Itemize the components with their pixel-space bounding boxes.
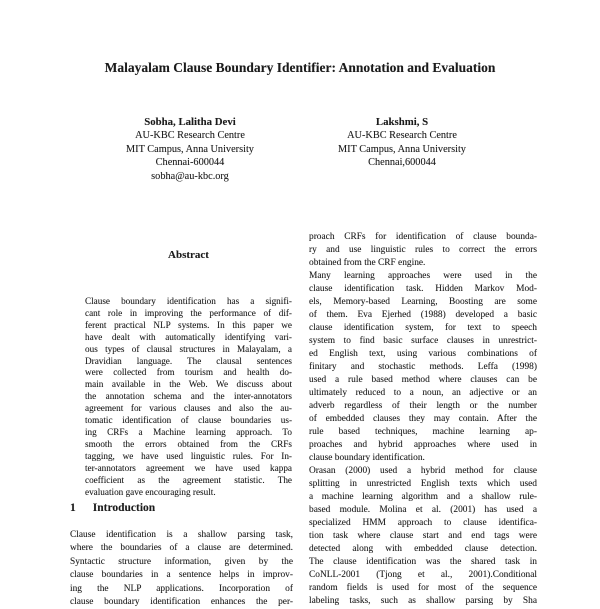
text-line: ultimately reduced to a noun, an adjective or an (309, 388, 537, 398)
text-line: of embedded clauses they may contain. After the (309, 414, 537, 424)
text-line: ous types of clausal structures in Malayalam, a (85, 343, 292, 354)
text-line: adverb regardless of their length or the number (309, 401, 537, 411)
text-line: The clause identification was the shared task in (309, 557, 537, 567)
text-line: obtained from the CRF engine. (309, 258, 426, 268)
affiliation-line: MIT Campus, Anna University (338, 143, 466, 155)
affiliation-line: MIT Campus, Anna University (126, 143, 254, 155)
text-line: labeling tasks, such as shallow parsing by Sha (309, 596, 537, 606)
text-line: ferent practical NLP systems. In this paper we (85, 319, 292, 330)
text-line: Clause identification is a shallow parsing task, (70, 530, 293, 540)
abstract-heading: Abstract (168, 249, 209, 261)
text-line: ter-annotators agreement we have used kappa (85, 462, 292, 473)
author-block-1 (90, 116, 290, 183)
text-line: cant role in improving the performance of dif- (85, 307, 292, 318)
text-line: rule based techniques, machine learning ap- (309, 427, 537, 437)
text-line: have dealt with automatically identifying vari- (85, 331, 292, 342)
text-line: Clause boundary identification has a signifi- (85, 296, 292, 306)
text-line: Dravidian language. The clausal sentences (85, 355, 292, 366)
author-name: Sobha, Lalitha Devi (144, 116, 236, 128)
text-line: system to find basic surface clauses in unrestrict- (309, 336, 537, 346)
text-line: clause boundaries in a sentence helps in improv- (70, 570, 293, 581)
author-name: Lakshmi, S (375, 116, 429, 128)
text-line: coefficient as the agreement statistic. The (85, 474, 292, 485)
affiliation-line: Chennai-600044 (155, 157, 225, 169)
text-line: random fields is used for most of the sequence (309, 583, 537, 593)
text-line: where the boundaries of a clause are determined. (70, 543, 293, 554)
text-line: Many learning approaches were used in the (309, 271, 537, 281)
text-line: specialized HMM approach to clause identifica- (309, 518, 537, 528)
text-line: a machine learning algorithm and a shallow rule- (309, 492, 537, 502)
text-line: CoNLL-2001 (Tjong et al., 2001).Conditional (309, 570, 537, 580)
affiliation-line: AU-KBC Research Centre (347, 130, 457, 142)
text-line: ry and use linguistic rules to correct the errors (309, 245, 537, 255)
text-line: els, Memory-based Learning, Boosting are some (309, 297, 537, 307)
section-number: 1 (70, 502, 76, 514)
text-line: ing CRFs a Machine learning approach. To (85, 426, 292, 437)
author-affiliation (302, 129, 502, 169)
text-line: used a rule based method where clauses can be (309, 375, 537, 385)
text-line: the annotation schema and the inter-annotators (85, 391, 292, 402)
text-line: detected along with embedded clause detection. (309, 544, 537, 554)
text-line: main available in the Web. We discuss about (85, 379, 292, 390)
text-line: Orasan (2000) used a hybrid method for clause (309, 466, 537, 476)
section-heading-introduction (70, 502, 293, 514)
text-line: ing the NLP applications. Incorporation of (70, 583, 293, 594)
text-line: tion task where clause start and end tags were (309, 531, 537, 541)
affiliation-line: AU-KBC Research Centre (135, 130, 245, 142)
author-block-2 (302, 116, 502, 170)
text-line: Syntactic structure information, given by the (70, 556, 293, 567)
text-line: clause boundary identification enhances the per- (70, 597, 293, 608)
text-line: clause identification system, for text to speech (309, 323, 537, 333)
affiliation-line: sobha@au-kbc.org (151, 170, 229, 182)
text-line: were collected from tourism and health do- (85, 367, 292, 378)
text-line: ed English text, using various combinations of (309, 349, 537, 359)
text-line: finitary and stochastic methods. Leffa (1998) (309, 362, 537, 372)
abstract-text (85, 296, 292, 498)
text-line: of them. Eva Ejerhed (1988) developed a basic (309, 310, 537, 320)
text-line: smooth the errors obtained from the CRFs (85, 438, 292, 449)
section-title: Introduction (92, 502, 156, 514)
text-line: based module. Molina et al. (2001) has used a (309, 505, 537, 515)
text-line: agreement for various clauses and also the au- (85, 403, 292, 414)
affiliation-line: Chennai,600044 (368, 157, 436, 169)
text-line: tagging, we have used linguistic rules. For In- (85, 450, 292, 461)
text-line: clause identification task. Hidden Markov Mod- (309, 284, 537, 294)
text-line: evaluation gave encouraging result. (85, 486, 216, 497)
text-line: tomatic identification of clause boundaries us- (85, 415, 292, 426)
text-line: proach CRFs for identification of clause bounda- (309, 232, 537, 242)
introduction-text (70, 529, 293, 609)
text-line: splitting in unrestricted English texts which used (309, 479, 537, 489)
text-line: proaches and hybrid approaches where used in (309, 440, 537, 450)
paper-title: Malayalam Clause Boundary Identifier: Annotation and Evaluation (104, 60, 496, 75)
text-line: clause boundary identification. (309, 453, 425, 463)
author-affiliation (90, 129, 290, 183)
right-column-text (309, 231, 537, 608)
